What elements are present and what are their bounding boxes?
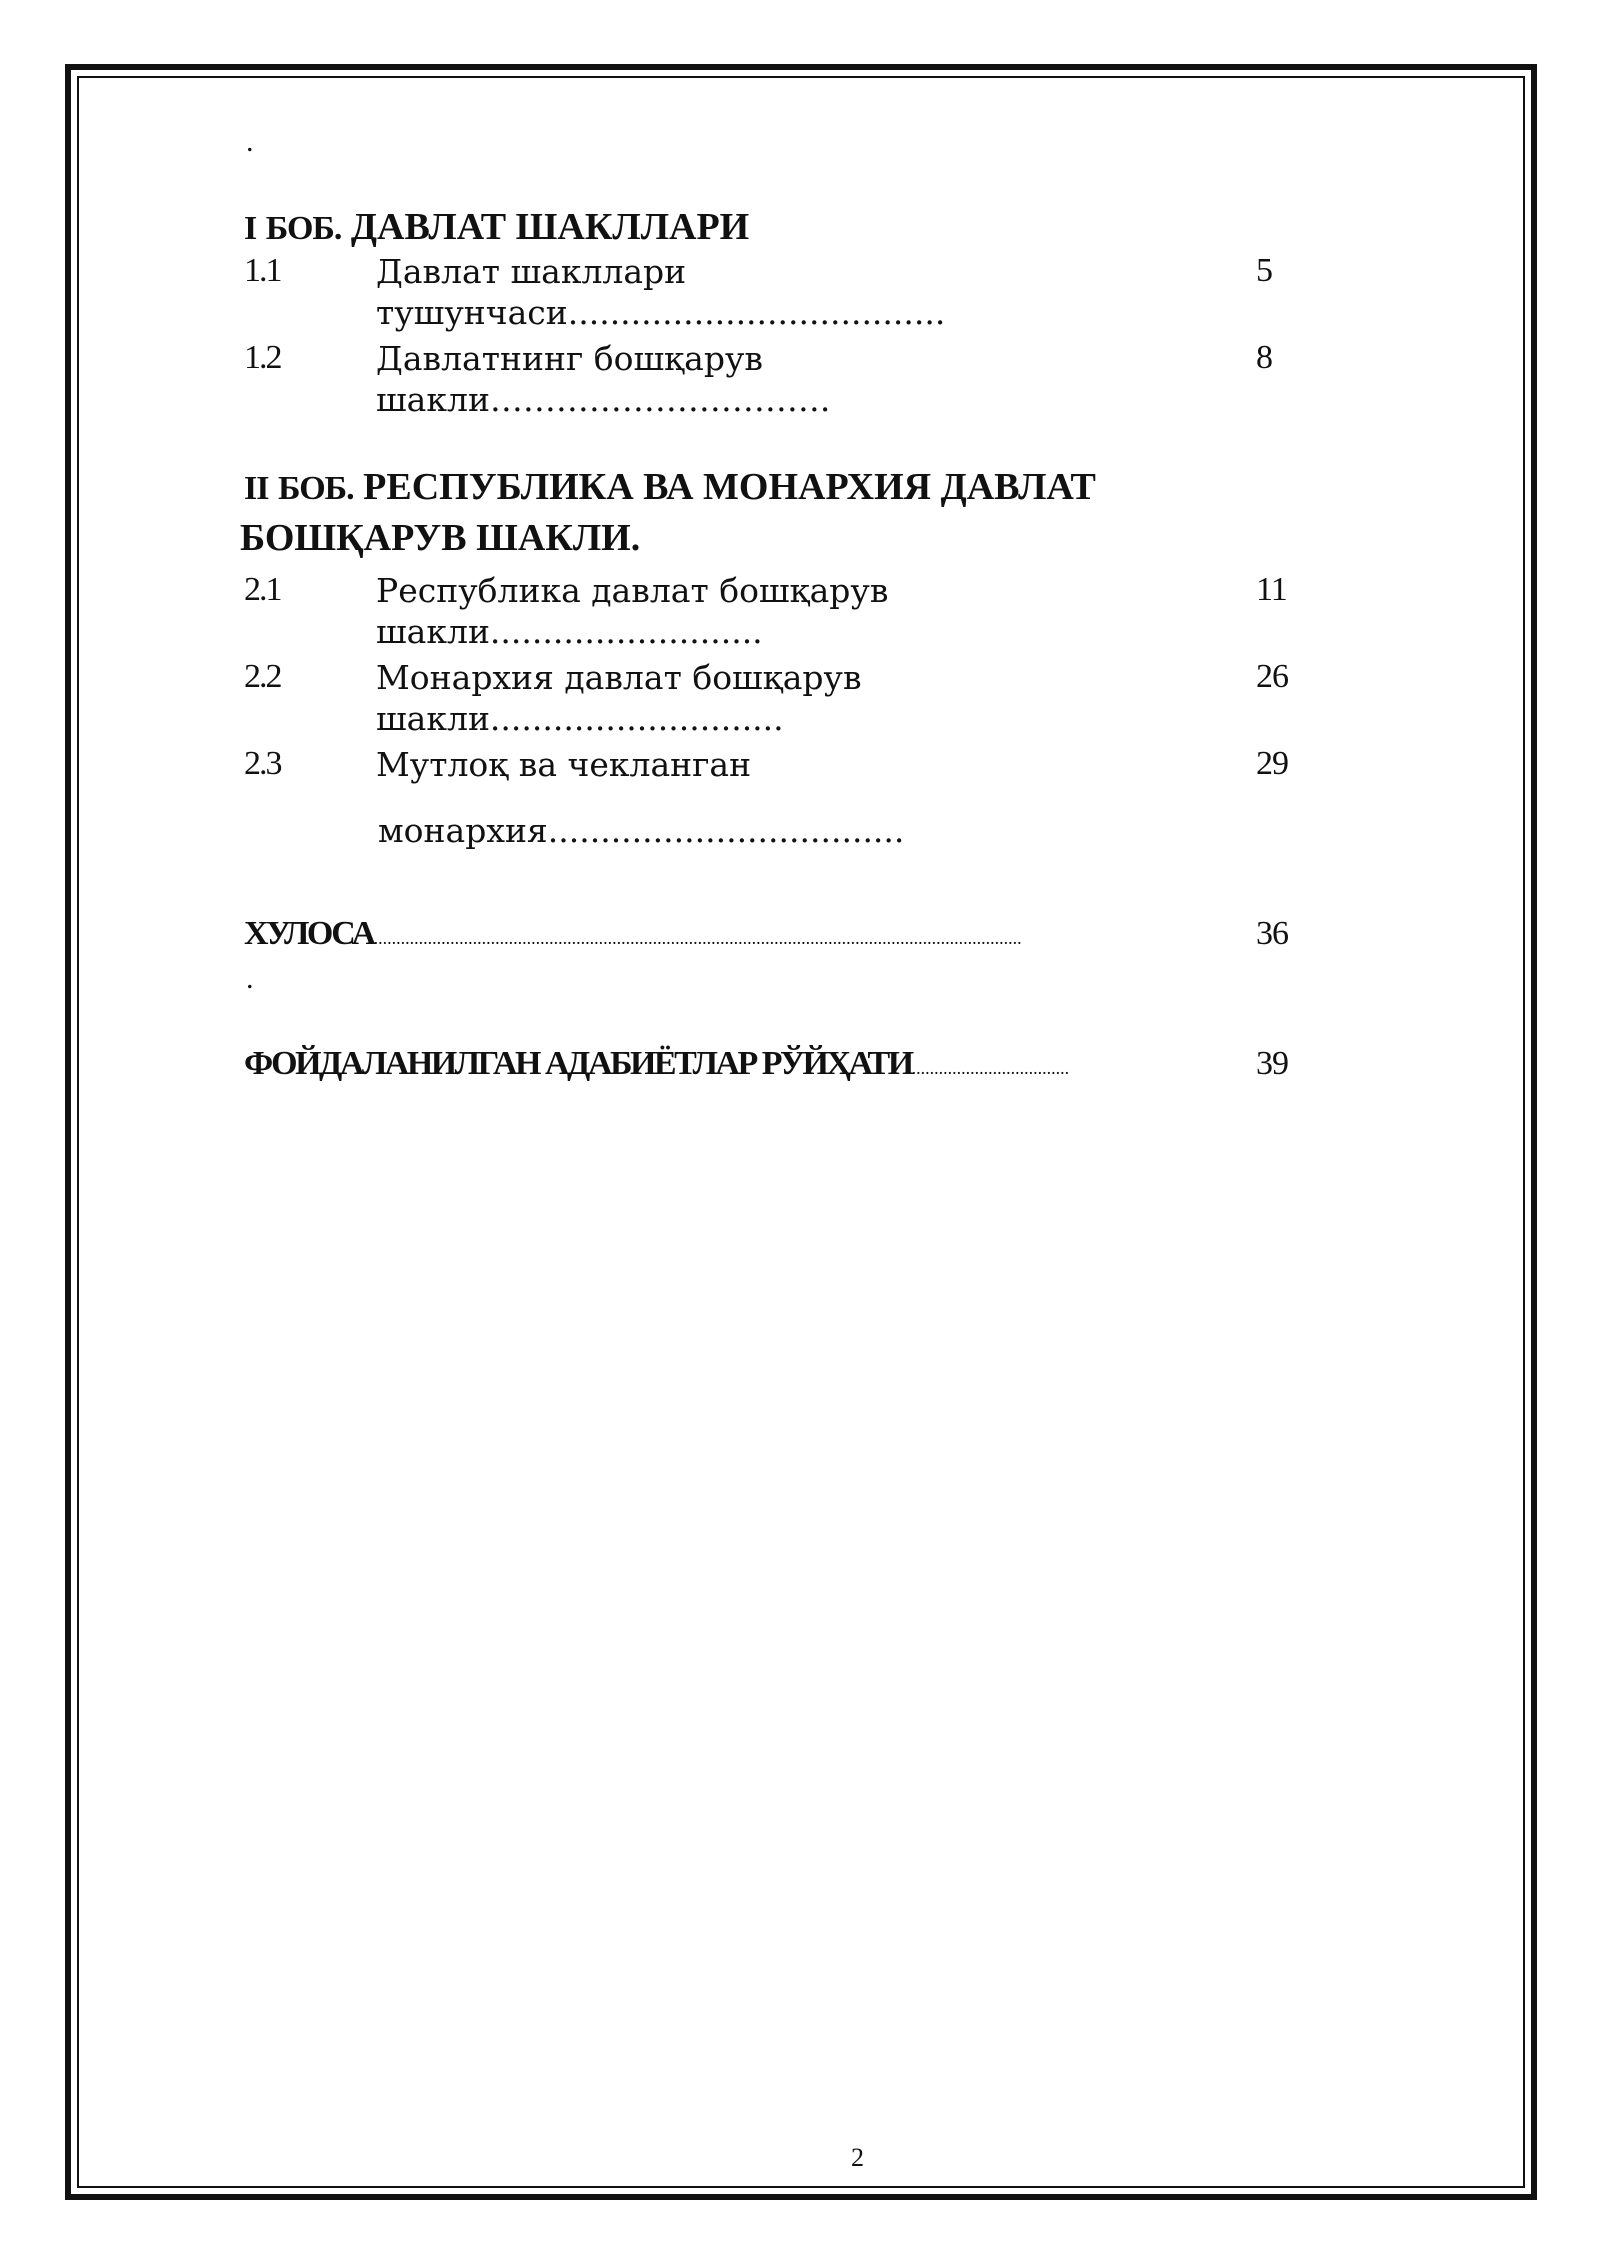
- conclusion-heading: [244, 915, 1022, 953]
- chapter-1-heading: [244, 205, 749, 249]
- conclusion-label: ХУЛОСА: [244, 915, 374, 952]
- top-dot: .: [246, 125, 254, 158]
- toc-entry-number: 1.2: [244, 339, 281, 376]
- chapter-2-title-cont: БОШҚАРУВ ШАКЛИ.: [240, 517, 641, 559]
- chapter-1-roman: I: [244, 210, 257, 247]
- toc-entry-title: Мутлоқ ва чекланган: [376, 745, 752, 784]
- chapter-2-roman: II: [244, 470, 269, 507]
- chapter-2-bob: БОБ.: [277, 470, 354, 507]
- chapter-1-bob: БОБ.: [265, 210, 342, 247]
- toc-entry-title-cont: шакли............................: [376, 699, 784, 738]
- toc-entry-number: 2.1: [244, 571, 281, 608]
- toc-entry-title-cont: шакли..........................: [376, 612, 763, 651]
- references-label: ФОЙДАЛАНИЛГАН АДАБИЁТЛАР РЎЙҲАТИ: [244, 1045, 912, 1082]
- toc-entry-number: 2.2: [244, 658, 281, 695]
- references-heading: [244, 1045, 1069, 1083]
- toc-entry-title: Давлат шакллари: [376, 252, 687, 291]
- toc-entry-page: 36: [1256, 915, 1288, 952]
- toc-entry-number: 2.3: [244, 745, 281, 782]
- conclusion-trailing-dot: .: [246, 962, 254, 995]
- chapter-2-heading: [244, 465, 1096, 509]
- references-leader: ...................................: [911, 1058, 1070, 1078]
- conclusion-leader: ................................................................................................................................................: [373, 928, 1022, 948]
- toc-entry-page: 39: [1256, 1045, 1288, 1082]
- toc-entry-title: Давлатнинг бошқарув: [376, 339, 763, 378]
- chapter-1-title: ДАВЛАТ ШАКЛЛАРИ: [350, 206, 750, 248]
- toc-entry-title-cont: шакли………………………….: [376, 380, 831, 419]
- toc-entry-page: 26: [1256, 658, 1288, 695]
- toc-entry-title: Республика давлат бошқарув: [376, 571, 889, 610]
- footer-page-number: 2: [851, 2143, 864, 2172]
- toc-entry-page: 11: [1256, 571, 1287, 608]
- toc-entry-number: 1.1: [244, 252, 281, 289]
- toc-entry-title-cont: монархия..................................: [378, 811, 905, 850]
- toc-entry-title: Монархия давлат бошқарув: [376, 658, 862, 697]
- toc-entry-title-cont: тушунчаси....................................: [376, 293, 946, 332]
- toc-entry-page: 29: [1256, 745, 1288, 782]
- chapter-2-title: РЕСПУБЛИКА ВА МОНАРХИЯ ДАВЛАТ: [363, 466, 1096, 508]
- toc-entry-page: 5: [1256, 252, 1272, 289]
- toc-entry-page: 8: [1256, 339, 1272, 376]
